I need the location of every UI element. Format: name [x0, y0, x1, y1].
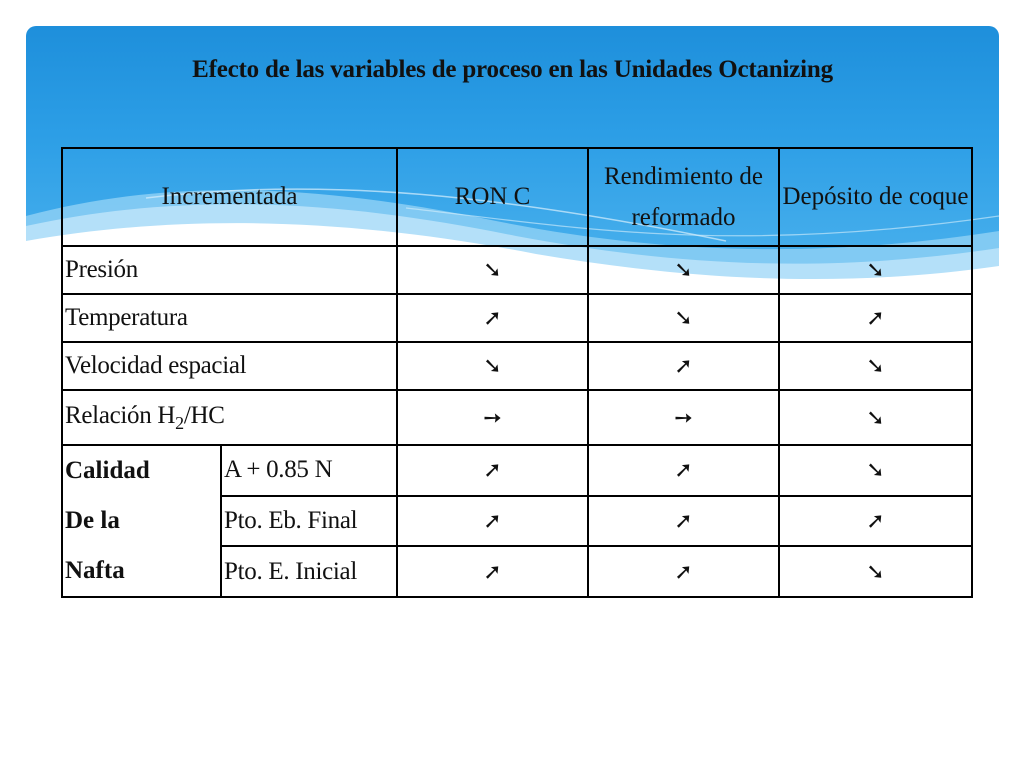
arrow-up-right-icon: ➚ — [866, 306, 885, 331]
row-label-main: Relación H — [65, 401, 176, 429]
cell-rendimiento — [588, 496, 779, 547]
quality-group-label — [62, 445, 221, 597]
row-label-tail: /HC — [183, 401, 225, 429]
table-row — [62, 342, 972, 390]
table-header-row — [62, 148, 972, 246]
table-row — [62, 294, 972, 342]
header-rendimiento-line1: Rendimiento de — [604, 163, 763, 190]
table-row — [62, 445, 972, 496]
table-row — [62, 246, 972, 294]
quality-label-line2: De la — [65, 507, 120, 534]
header-deposito-coque: Depósito de coque — [779, 148, 972, 246]
header-rendimiento — [588, 148, 779, 246]
arrow-down-right-icon: ➘ — [866, 458, 885, 484]
cell-ron — [397, 445, 588, 496]
arrow-down-right-icon: ➘ — [674, 258, 693, 283]
arrow-up-right-icon: ➚ — [866, 508, 885, 534]
process-variables-table — [61, 147, 973, 598]
cell-coque — [779, 445, 972, 496]
row-label: Presión — [62, 246, 397, 294]
cell-ron — [397, 546, 588, 597]
arrow-up-right-icon: ➚ — [483, 306, 502, 331]
row-label: Velocidad espacial — [62, 342, 397, 390]
cell-ron — [397, 246, 588, 294]
cell-ron — [397, 390, 588, 445]
header-incrementada: Incrementada — [62, 148, 397, 246]
arrow-up-right-icon: ➚ — [483, 559, 502, 585]
cell-coque — [779, 246, 972, 294]
arrow-down-right-icon: ➘ — [674, 306, 693, 331]
header-rendimiento-line2: reformado — [631, 204, 736, 231]
quality-label-line3: Nafta — [65, 557, 125, 584]
cell-coque — [779, 390, 972, 445]
table-row — [62, 390, 972, 445]
cell-coque — [779, 294, 972, 342]
arrow-down-right-icon: ➘ — [866, 354, 885, 379]
arrow-up-right-icon: ➚ — [483, 458, 502, 484]
quality-label-line1: Calidad — [65, 457, 150, 484]
cell-rendimiento — [588, 546, 779, 597]
arrow-right-icon: ➙ — [483, 405, 502, 431]
arrow-up-right-icon: ➚ — [674, 559, 693, 585]
cell-rendimiento — [588, 445, 779, 496]
cell-ron — [397, 496, 588, 547]
cell-coque — [779, 496, 972, 547]
arrow-down-right-icon: ➘ — [866, 559, 885, 585]
quality-sub-label: Pto. E. Inicial — [221, 546, 397, 597]
cell-coque — [779, 342, 972, 390]
arrow-right-icon: ➙ — [674, 405, 693, 431]
row-label-subscript: 2 — [175, 412, 184, 433]
arrow-down-right-icon: ➘ — [866, 258, 885, 283]
arrow-up-right-icon: ➚ — [483, 508, 502, 534]
quality-sub-label: Pto. Eb. Final — [221, 496, 397, 547]
arrow-down-right-icon: ➘ — [866, 405, 885, 431]
arrow-up-right-icon: ➚ — [674, 508, 693, 534]
arrow-down-right-icon: ➘ — [483, 354, 502, 379]
cell-rendimiento — [588, 390, 779, 445]
arrow-up-right-icon: ➚ — [674, 354, 693, 379]
header-ron-c: RON C — [397, 148, 588, 246]
cell-rendimiento — [588, 246, 779, 294]
slide-title: Efecto de las variables de proceso en las Unidades Octanizing — [192, 56, 833, 83]
cell-rendimiento — [588, 294, 779, 342]
cell-coque — [779, 546, 972, 597]
cell-ron — [397, 342, 588, 390]
arrow-up-right-icon: ➚ — [674, 458, 693, 484]
row-label: Temperatura — [62, 294, 397, 342]
quality-sub-label: A + 0.85 N — [221, 445, 397, 496]
row-label — [62, 390, 397, 445]
cell-ron — [397, 294, 588, 342]
cell-rendimiento — [588, 342, 779, 390]
arrow-down-right-icon: ➘ — [483, 258, 502, 283]
